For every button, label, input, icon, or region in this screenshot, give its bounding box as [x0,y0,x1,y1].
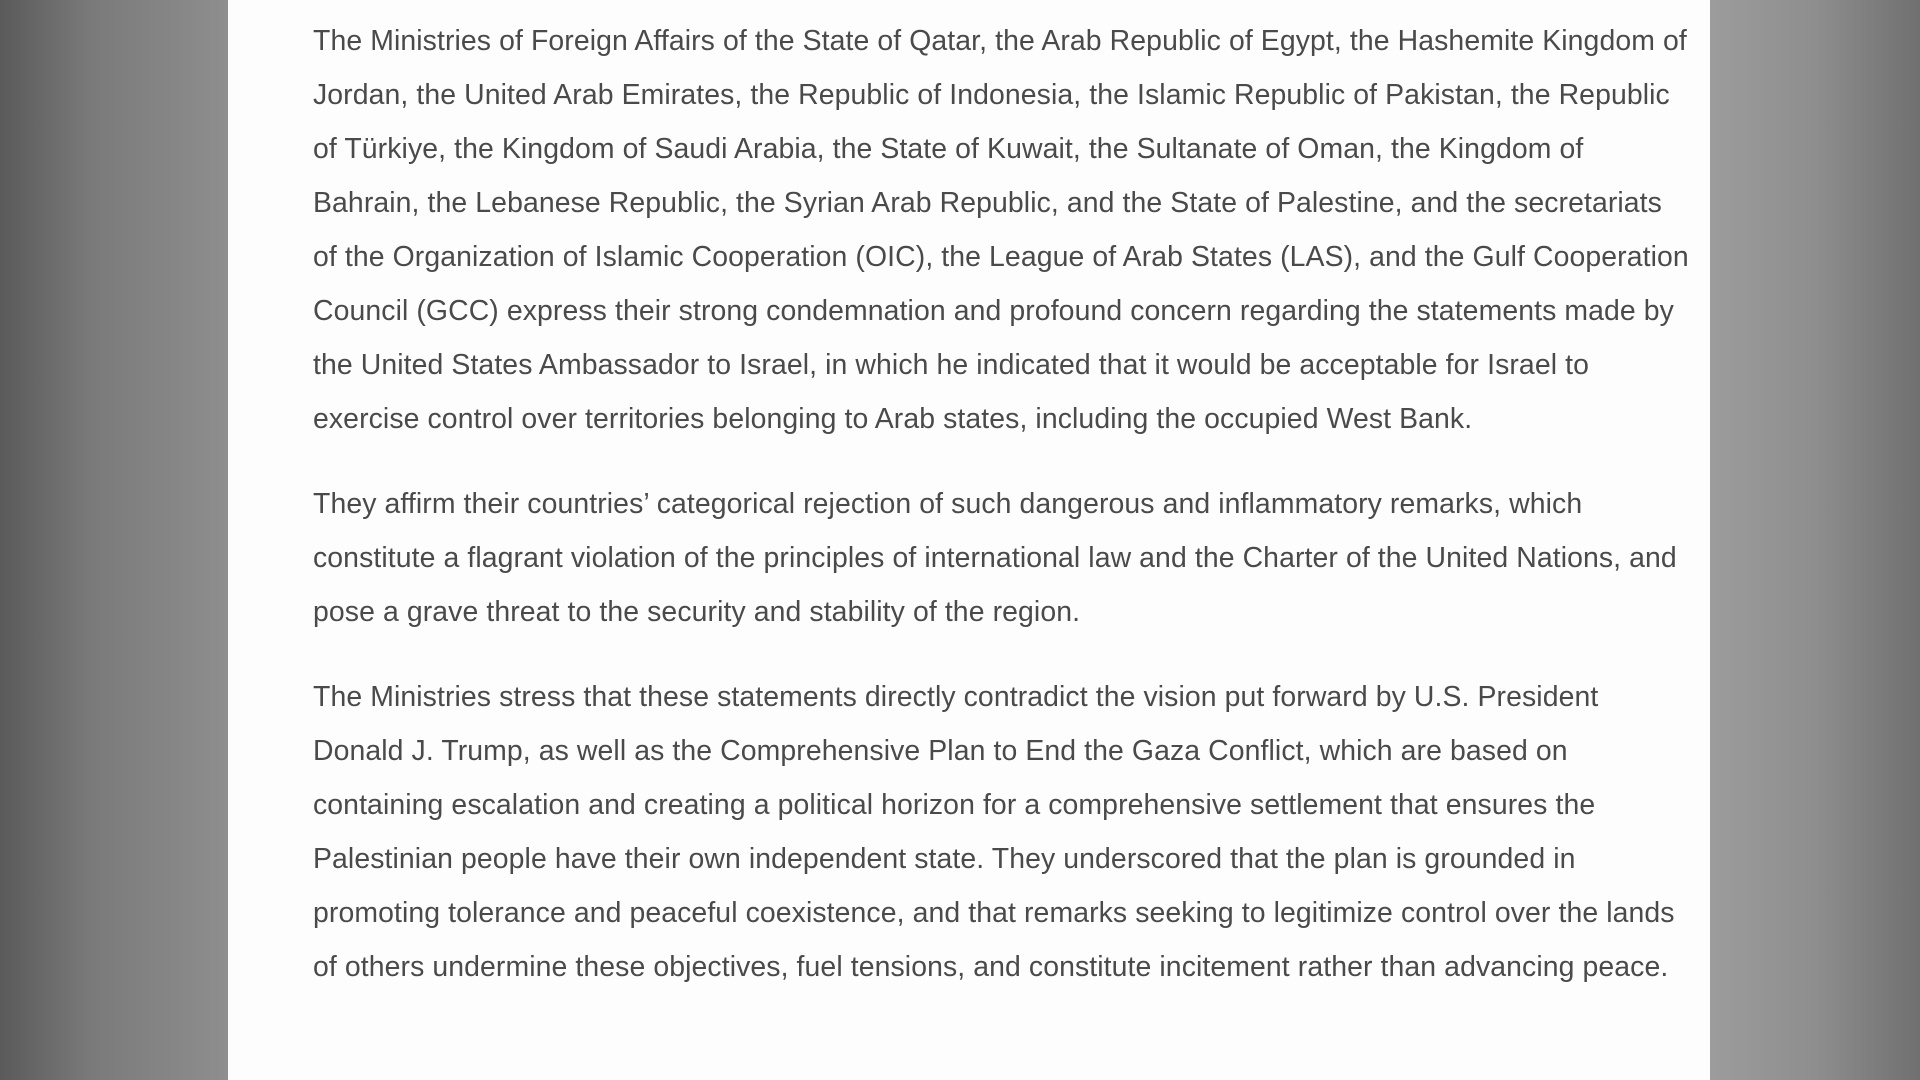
paragraph-joint-statement: The Ministries of Foreign Affairs of the State of Qatar, the Arab Republic of Egypt, the Hashemite Kingdom of Jordan, the United Arab Emirates, the Republic of Indonesia, the Islamic Republic of Pakistan, the Republic of Türkiye, the Kingdom of Saudi Arabia, the State of Kuwait, the Sultanate of Oman, the Kingdom of Bahrain, the Lebanese Republic, the Syrian Arab Republic, and the State of Palestine, and the secretariats of the Organization of Islamic Cooperation (OIC), the League of Arab States (LAS), and the Gulf Cooperation Council (GCC) express their strong condemnation and profound concern regarding the statements made by the United States Ambassador to Israel, in which he indicated that it would be acceptable for Israel to exercise control over territories belonging to Arab states, including the occupied West Bank. [313,25,1689,435]
background-left [0,0,228,1080]
background-right [1710,0,1920,1080]
paragraph-rejection: They affirm their countries’ categorical rejection of such dangerous and inflammatory remarks, which constitute a flagrant violation of the principles of international law and the Charter of the United Nations, and pose a grave threat to the security and stability of the region. [313,488,1677,628]
document-page [228,0,1710,1080]
paragraph-contradiction: The Ministries stress that these statements directly contradict the vision put forward by U.S. President Donald J. Trump, as well as the Comprehensive Plan to End the Gaza Conflict, which are based on containing escalation and creating a political horizon for a comprehensive settlement that ensures the Palestinian people have their own independent state. They underscored that the plan is grounded in promoting tolerance and peaceful coexistence, and that remarks seeking to legitimize control over the lands of others undermine these objectives, fuel tensions, and constitute incitement rather than advancing peace. [313,681,1675,983]
